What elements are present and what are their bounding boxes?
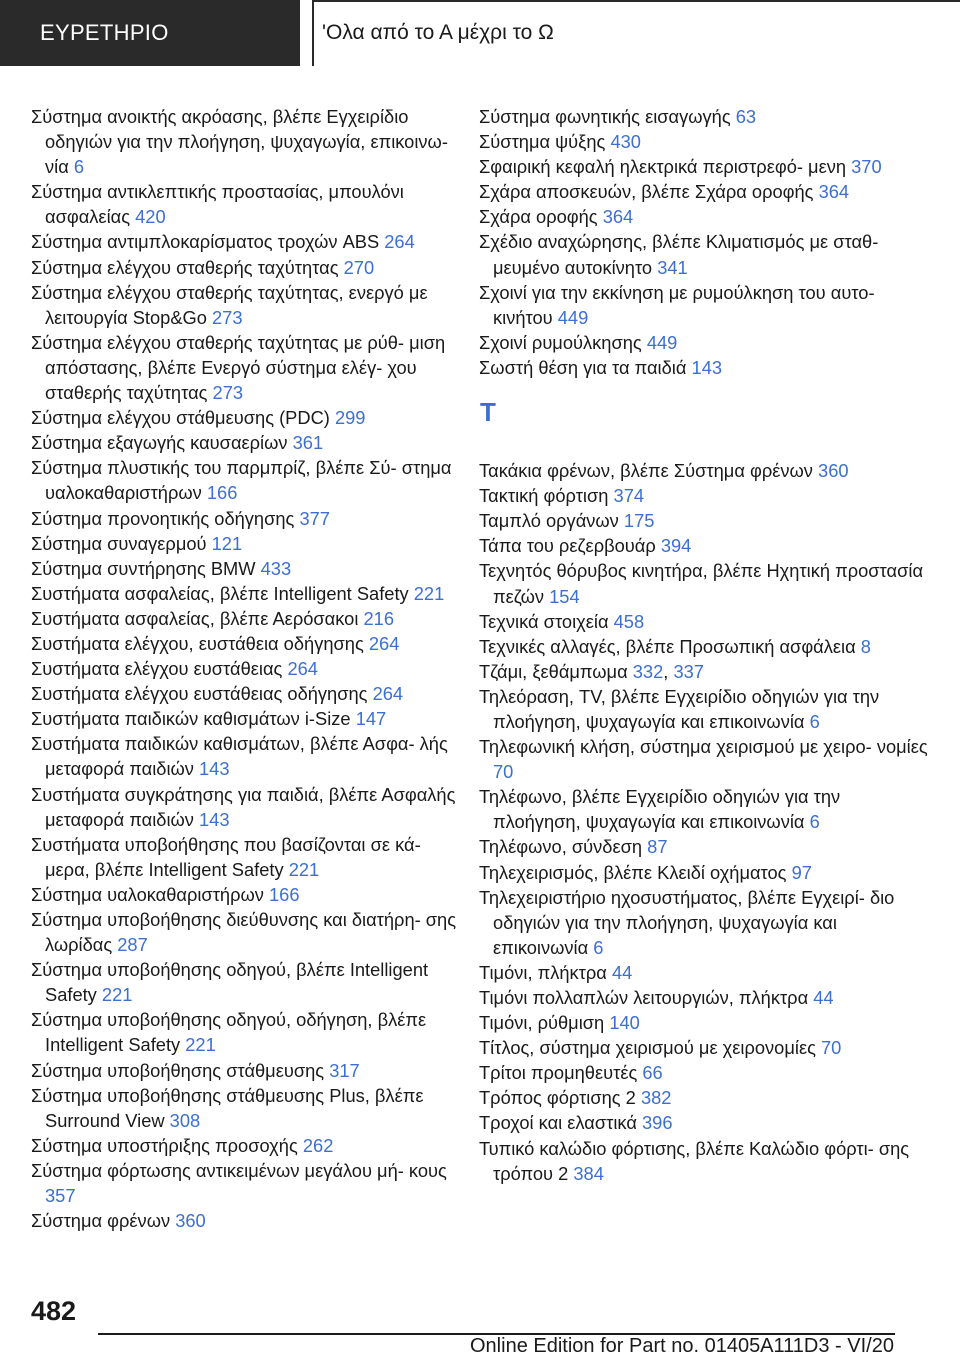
page-link[interactable]: 332 [632,660,664,682]
page-link[interactable]: 357 [45,1185,76,1207]
index-entry-text: Τίτλος, σύστημα χειρισμού με χειρονομίες [479,1037,816,1059]
page-link[interactable]: 262 [302,1134,334,1156]
index-entry [479,784,929,834]
index-entry-text: Σύστημα υποβοήθησης στάθμευσης Plus, βλέπε Surround View [31,1084,424,1131]
index-entry [479,533,929,558]
page-link[interactable]: 264 [287,658,318,680]
index-entry-text: Συστήματα παιδικών καθισμάτων i-Size [31,708,351,730]
index-entry [31,782,467,832]
index-entry [479,1110,929,1135]
index-entry [479,508,929,533]
index-group-sigma [479,104,929,380]
index-entry [31,1058,467,1083]
index-entry [479,154,929,179]
index-entry-text: Σύστημα συντήρησης BMW [31,557,256,579]
page-link[interactable]: 221 [101,984,133,1006]
index-entry [479,985,929,1010]
index-entry-text: Σύστημα εξαγωγής καυσαερίων [31,432,288,454]
page-link[interactable]: 430 [610,131,641,153]
page-link[interactable]: 8 [860,635,871,657]
page-link[interactable]: 70 [821,1037,842,1059]
index-entry-text: Ταμπλό οργάνων [479,510,619,532]
index-entry-text: Τρόπος φόρτισης 2 [479,1087,636,1109]
page-link[interactable]: 273 [212,306,243,328]
index-entry-text: Σύστημα ελέγχου σταθερής ταχύτητας [31,256,339,278]
index-column-left [31,104,467,1233]
index-entry [479,659,929,684]
index-entry [479,204,929,229]
index-entry [31,455,467,505]
page-link[interactable]: 370 [851,156,882,178]
page-link[interactable]: 143 [199,808,230,830]
index-entry [479,960,929,985]
index-entry-text: Τακτική φόρτιση [479,485,609,507]
index-entry-text: Σύστημα υποβοήθησης οδηγού, οδήγηση, βλέπε Intelligent Safety [31,1009,427,1056]
page-link[interactable]: 377 [299,507,330,529]
page-link[interactable]: 6 [593,936,604,958]
index-entry [31,280,467,330]
page-number: 482 [31,1296,77,1326]
page-link[interactable]: 374 [613,485,645,507]
index-entry-text: Τεχνικές αλλαγές, βλέπε Προσωπική ασφάλεια [479,635,856,657]
index-entry [479,179,929,204]
index-entry-text: Τηλεόραση, TV, βλέπε Εγχειρίδιο οδηγιών για την πλοήγηση, ψυχαγωγία και επικοινωνία [479,685,880,732]
index-entry-text: Σύστημα ελέγχου στάθμευσης (PDC) [31,407,330,429]
page-link[interactable]: 143 [199,758,230,780]
index-entry-text: Σύστημα αντικλεπτικής προστασίας, μπουλόνι ασφαλείας [31,181,404,228]
index-entry-text: Τακάκια φρένων, βλέπε Σύστημα φρένων [479,460,813,482]
page-link[interactable]: 44 [813,987,834,1008]
page-link[interactable]: 299 [334,407,366,429]
index-entry [479,229,929,279]
page-link[interactable]: 449 [557,306,589,328]
index-entry-text: Σχέδιο αναχώρησης, βλέπε Κλιματισμός με σταθ‐ μευμένο αυτοκίνητο [479,231,879,278]
index-entry-text: Τάπα του ρεζερβουάρ [479,535,656,557]
index-entry [479,634,929,659]
page-link[interactable]: 449 [646,331,678,353]
section-title: 'Ολα από το Α μέχρι το Ω [312,0,960,66]
page-link[interactable]: 140 [609,1012,640,1034]
footer-edition: Online Edition for Part no. 01405A111D3 - VI/20 [470,1335,894,1357]
index-entry [479,458,929,483]
index-entry [31,330,467,405]
index-entry [31,882,467,907]
page-link[interactable]: 216 [363,607,395,629]
index-column-right [479,104,929,1186]
page-link[interactable]: 264 [368,632,400,654]
index-entry-text: Συστήματα ελέγχου ευστάθειας [31,658,283,680]
index-entry-text: Σύστημα υποβοήθησης στάθμευσης [31,1059,325,1081]
page-link[interactable]: 147 [355,708,387,730]
index-entry [479,280,929,330]
index-entry [479,684,929,734]
index-entry-text: Σύστημα υποβοήθησης διεύθυνσης και διατήρη‐ σης λωρίδας [31,909,457,956]
index-entry [479,104,929,129]
index-entry-text: Σχάρα οροφής [479,206,598,228]
section-letter: T [480,397,496,428]
index-entry [479,860,929,885]
index-entry [479,355,929,380]
index-entry [31,179,467,229]
index-entry-text: Σχάρα αποσκευών, βλέπε Σχάρα οροφής [479,181,814,203]
index-entry [31,606,467,631]
index-entry-text: Σωστή θέση για τα παιδιά [479,356,687,378]
page-link[interactable]: 317 [329,1059,360,1081]
index-entry [31,229,467,254]
page-link[interactable]: 63 [735,106,757,127]
index-entry-text: Συστήματα υποβοήθησης που βασίζονται σε κά‐ μερα, βλέπε Intelligent Safety [31,833,421,880]
index-entry-text: Σύστημα φρένων [31,1210,171,1232]
page-link[interactable]: 66 [642,1062,663,1084]
index-entry [31,1083,467,1133]
page-link[interactable]: 337 [673,660,704,682]
page-link[interactable]: 221 [413,582,445,604]
index-entry-text: Σχοινί ρυμούλκησης [479,331,642,353]
index-entry [479,1136,929,1186]
index-entry-text: Τροχοί και ελαστικά [479,1112,637,1134]
index-entry-text: Τιμόνι πολλαπλών λειτουργιών, πλήκτρα [479,987,809,1008]
index-entry [479,330,929,355]
page-link[interactable]: 364 [602,206,634,228]
index-entry [479,129,929,154]
index-entry-text: Τηλεχειριστήριο ηχοσυστήματος, βλέπε Εγχειρί‐ διο οδηγιών για την πλοήγηση, ψυχαγωγία και επικοινωνία [479,886,895,958]
index-entry-text: Τηλεχειρισμός, βλέπε Κλειδί οχήματος [479,861,787,883]
index-entry [479,483,929,508]
index-entry [31,1158,467,1208]
index-entry [31,104,467,179]
index-entry-text: Σφαιρική κεφαλή ηλεκτρικά περιστρεφό‐ μενη [479,156,847,178]
page-link[interactable]: 433 [260,557,292,579]
index-entry [31,556,467,581]
page-link[interactable]: 273 [212,382,244,404]
index-entry [31,832,467,882]
page-link[interactable]: 121 [211,532,243,554]
index-entry [31,531,467,556]
index-entry-text: Σύστημα φωνητικής εισαγωγής [479,106,731,127]
page-link[interactable]: 70 [493,761,514,783]
index-entry [479,1035,929,1060]
index-entry [479,1010,929,1035]
page-link[interactable]: 361 [292,432,324,454]
index-entry [31,430,467,455]
index-entry-text: Σύστημα ψύξης [479,131,606,153]
page-link[interactable]: 384 [573,1162,604,1184]
index-entry [31,1007,467,1057]
index-entry [31,581,467,606]
page-link[interactable]: 44 [611,961,633,983]
index-entry-text: Τρίτοι προμηθευτές [479,1062,638,1084]
index-entry [479,734,929,784]
page-link[interactable]: 360 [175,1210,206,1232]
index-entry-text: Τηλέφωνο, βλέπε Εγχειρίδιο οδηγιών για την πλοήγηση, ψυχαγωγία και επικοινωνία [479,786,841,833]
index-entry-text: Σύστημα υαλοκαθαριστήρων [31,883,264,905]
index-entry-text: Τυπικό καλώδιο φόρτισης, βλέπε Καλώδιο φόρτι‐ σης τρόπου 2 [479,1137,910,1184]
page-link[interactable]: 97 [791,861,812,883]
page-link[interactable]: 382 [640,1087,672,1109]
index-entry-text: Συστήματα συγκράτησης για παιδιά, βλέπε Ασφαλής μεταφορά παιδιών [31,783,456,830]
index-entry-text: Σύστημα πλυστικής του παρμπρίζ, βλέπε Σύ‐ στημα υαλοκαθαριστήρων [31,457,452,504]
index-entry [31,506,467,531]
page-link[interactable]: 396 [642,1112,673,1134]
index-entry-text: Σύστημα υποβοήθησης οδηγού, βλέπε Intelligent Safety [31,959,429,1006]
page-link[interactable]: 360 [818,460,849,482]
index-entry-text: Τζάμι, ξεθάμπωμα [479,660,628,682]
index-entry-text: Σύστημα ανοικτής ακρόασης, βλέπε Εγχειρίδιο οδηγιών για την πλοήγηση, ψυχαγωγία, επικοινω‐ νία [31,106,448,178]
page-link[interactable]: 364 [818,181,850,203]
index-entry-text: Σύστημα προνοητικής οδήγησης [31,507,295,529]
page-separator: , [663,660,669,682]
page-link[interactable]: 87 [647,836,668,858]
index-entry-text: Σύστημα φόρτωσης αντικειμένων μεγάλου μή‐ κους [31,1159,447,1181]
index-entry-text: Σύστημα ελέγχου σταθερής ταχύτητας με ρύθ‐ μιση απόστασης, βλέπε Ενεργό σύστημα ελέγ‐ χου σταθερής ταχύτητας [31,331,446,404]
page-link[interactable]: 420 [135,206,166,228]
index-entry-text: Συστήματα ελέγχου, ευστάθεια οδήγησης [31,632,364,654]
index-entry [31,681,467,706]
page-link[interactable]: 6 [73,156,85,178]
index-entry-text: Τεχνικά στοιχεία [479,610,609,632]
index-entry [31,656,467,681]
index-entry [479,834,929,859]
index-entry [31,631,467,656]
page-link[interactable]: 308 [169,1109,201,1131]
index-entry-text: Συστήματα ασφαλείας, βλέπε Intelligent Safety [31,582,409,604]
page-link[interactable]: 143 [691,356,723,378]
page-link[interactable]: 394 [660,535,692,557]
index-entry [479,609,929,634]
page-link[interactable]: 6 [809,710,820,732]
section-tab[interactable]: ΕΥΡΕΤΗΡΙΟ [0,0,300,66]
page-link[interactable]: 341 [657,256,688,278]
index-entry-text: Τηλέφωνο, σύνδεση [479,836,643,858]
page-link[interactable]: 221 [185,1034,216,1056]
index-entry [31,1208,467,1233]
index-entry [31,731,467,781]
index-entry [479,558,929,608]
index-entry-text: Συστήματα ασφαλείας, βλέπε Αερόσακοι [31,607,359,629]
index-entry [479,885,929,960]
index-entry-text: Σύστημα υποστήριξης προσοχής [31,1134,298,1156]
page-link[interactable]: 458 [613,610,645,632]
index-entry-text: Τιμόνι, ρύθμιση [479,1012,605,1034]
page-link[interactable]: 270 [343,256,375,278]
index-entry-text: Σύστημα ελέγχου σταθερής ταχύτητας, ενεργό με λειτουργία Stop&Go [31,281,428,328]
index-entry [31,1133,467,1158]
index-entry-text: Τιμόνι, πλήκτρα [479,961,607,983]
index-entry [31,957,467,1007]
index-entry [31,706,467,731]
page-link[interactable]: 175 [623,510,655,532]
index-entry-text: Σχοινί για την εκκίνηση με ρυμούλκηση του αυτο‐ κινήτου [479,281,875,328]
index-entry [479,1060,929,1085]
page-link[interactable]: 264 [372,683,404,705]
page-header [0,0,960,66]
page-link[interactable]: 166 [269,883,300,905]
index-entry-text: Τεχνητός θόρυβος κινητήρα, βλέπε Ηχητική προστασία πεζών [479,560,924,607]
page-link[interactable]: 166 [206,482,238,504]
page-link[interactable]: 6 [809,811,820,833]
page-link[interactable]: 264 [384,231,415,253]
index-entry-text: Τηλεφωνική κλήση, σύστημα χειρισμού με χειρο‐ νομίες [479,736,928,758]
page-link[interactable]: 287 [117,934,148,956]
index-entry [31,405,467,430]
index-entry-text: Σύστημα αντιμπλοκαρίσματος τροχών ABS [31,231,380,253]
index-entry-text: Συστήματα ελέγχου ευστάθειας οδήγησης [31,683,368,705]
index-entry [479,1085,929,1110]
page-link[interactable]: 221 [288,858,320,880]
index-entry-text: Σύστημα συναγερμού [31,532,207,554]
index-group-tau [479,458,929,1186]
index-entry [31,907,467,957]
index-entry-text: Συστήματα παιδικών καθισμάτων, βλέπε Ασφα‐ λής μεταφορά παιδιών [31,733,448,780]
index-entry [31,255,467,280]
page-link[interactable]: 154 [549,585,580,607]
